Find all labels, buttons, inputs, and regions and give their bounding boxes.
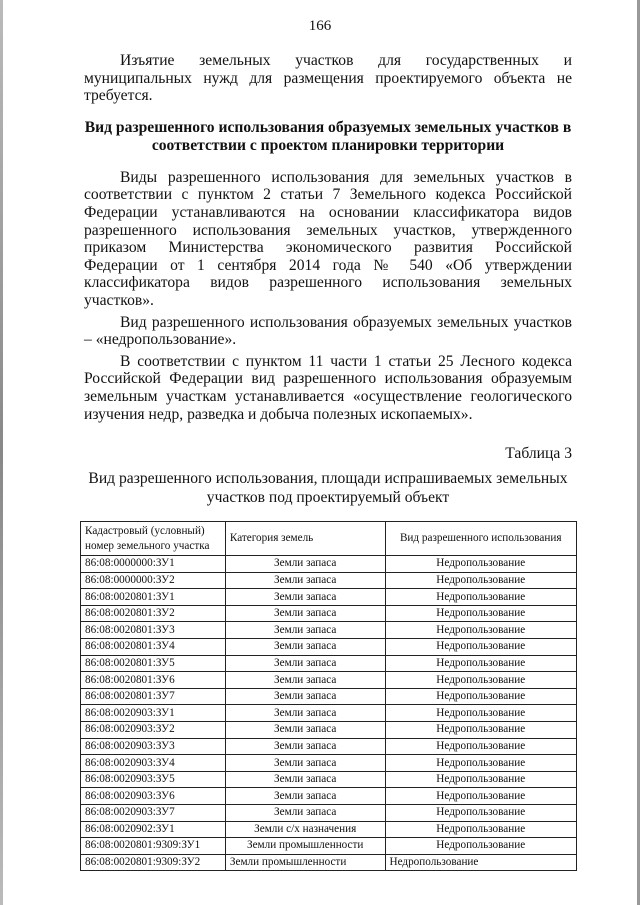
- section-heading: Вид разрешенного использования образуемых земельных участков в соответствии с проектом планировки территории: [84, 118, 572, 154]
- paragraph-withdrawal: Изъятие земельных участков для государственных и муниципальных нужд для размещения проектируемого объекта не требуется.: [84, 52, 572, 105]
- cell-permitted-use: Недропользование: [385, 788, 577, 805]
- cell-cadastral-number: 86:08:0020801:ЗУ2: [81, 605, 226, 622]
- paragraph-permitted-use: Виды разрешенного использования для земельных участков в соответствии с пунктом 2 статьи 7 Земельного кодекса Российской Федерации устанавливаются на основании классификатора видов разрешенного использования земельных участков, утвержденного приказом Министерства экономического развития Российской Федерации от 1 сентября 2014 года № 540 «Об утверждении классификатора видов разрешенного использования земельных участков».: [84, 168, 572, 309]
- paragraph-forest-code: В соответствии с пунктом 11 части 1 статьи 25 Лесного кодекса Российской Федерации вид разрешенного использования образуемым земельным участкам устанавливается «осуществление геологического изучения недр, разведка и добыча полезных ископаемых».: [84, 352, 572, 423]
- cell-cadastral-number: 86:08:0020903:ЗУ4: [81, 755, 226, 772]
- cell-land-category: Земли запаса: [225, 805, 385, 822]
- cell-cadastral-number: 86:08:0020903:ЗУ5: [81, 771, 226, 788]
- table-label: Таблица 3: [505, 445, 572, 463]
- table-row: [81, 556, 577, 573]
- table-row: [81, 755, 577, 772]
- table-row: [81, 722, 577, 739]
- cell-permitted-use: Недропользование: [385, 672, 577, 689]
- cell-permitted-use: Недропользование: [385, 589, 577, 606]
- cell-permitted-use: Недропользование: [385, 854, 577, 871]
- cell-permitted-use: Недропользование: [385, 556, 577, 573]
- table-row: [81, 771, 577, 788]
- cell-land-category: Земли запаса: [225, 688, 385, 705]
- cell-permitted-use: Недропользование: [385, 771, 577, 788]
- cell-permitted-use: Недропользование: [385, 805, 577, 822]
- table-row: [81, 622, 577, 639]
- cell-cadastral-number: 86:08:0020801:ЗУ6: [81, 672, 226, 689]
- land-plots-table: [80, 521, 577, 871]
- cell-land-category: Земли запаса: [225, 622, 385, 639]
- table-row: [81, 738, 577, 755]
- header-permitted-use: Вид разрешенного использования: [385, 522, 577, 556]
- cell-land-category: Земли запаса: [225, 605, 385, 622]
- cell-permitted-use: Недропользование: [385, 755, 577, 772]
- cell-cadastral-number: 86:08:0020801:9309:ЗУ1: [81, 838, 226, 855]
- header-cadastral-number: Кадастровый (условный) номер земельного участка: [81, 522, 226, 556]
- cell-cadastral-number: 86:08:0000000:ЗУ2: [81, 572, 226, 589]
- cell-land-category: Земли с/х назначения: [225, 821, 385, 838]
- cell-land-category: Земли запаса: [225, 589, 385, 606]
- table-header-row: [81, 522, 577, 556]
- table-row: [81, 639, 577, 656]
- cell-cadastral-number: 86:08:0020903:ЗУ7: [81, 805, 226, 822]
- cell-land-category: Земли запаса: [225, 705, 385, 722]
- table-row: [81, 605, 577, 622]
- cell-cadastral-number: 86:08:0020801:ЗУ1: [81, 589, 226, 606]
- cell-cadastral-number: 86:08:0020801:9309:ЗУ2: [81, 854, 226, 871]
- cell-land-category: Земли запаса: [225, 788, 385, 805]
- cell-land-category: Земли запаса: [225, 639, 385, 656]
- table-row: [81, 788, 577, 805]
- cell-land-category: Земли промышленности: [225, 854, 385, 871]
- cell-cadastral-number: 86:08:0020801:ЗУ7: [81, 688, 226, 705]
- cell-land-category: Земли запаса: [225, 572, 385, 589]
- table-row: [81, 688, 577, 705]
- cell-permitted-use: Недропользование: [385, 705, 577, 722]
- cell-cadastral-number: 86:08:0020903:ЗУ2: [81, 722, 226, 739]
- cell-permitted-use: Недропользование: [385, 639, 577, 656]
- cell-permitted-use: Недропользование: [385, 572, 577, 589]
- table-row: [81, 821, 577, 838]
- cell-land-category: Земли запаса: [225, 755, 385, 772]
- table-row: [81, 589, 577, 606]
- cell-permitted-use: Недропользование: [385, 821, 577, 838]
- cell-cadastral-number: 86:08:0000000:ЗУ1: [81, 556, 226, 573]
- cell-land-category: Земли запаса: [225, 556, 385, 573]
- table-row: [81, 805, 577, 822]
- cell-cadastral-number: 86:08:0020903:ЗУ3: [81, 738, 226, 755]
- cell-permitted-use: Недропользование: [385, 605, 577, 622]
- table-row: [81, 655, 577, 672]
- cell-cadastral-number: 86:08:0020903:ЗУ6: [81, 788, 226, 805]
- cell-permitted-use: Недропользование: [385, 655, 577, 672]
- cell-land-category: Земли запаса: [225, 722, 385, 739]
- header-land-category: Категория земель: [225, 522, 385, 556]
- cell-land-category: Земли запаса: [225, 738, 385, 755]
- table-row: [81, 838, 577, 855]
- cell-permitted-use: Недропользование: [385, 838, 577, 855]
- cell-cadastral-number: 86:08:0020801:ЗУ3: [81, 622, 226, 639]
- scan-edge-left: [0, 0, 3, 905]
- table-row: [81, 672, 577, 689]
- table-row: [81, 572, 577, 589]
- cell-land-category: Земли промышленности: [225, 838, 385, 855]
- cell-land-category: Земли запаса: [225, 672, 385, 689]
- paragraph-subsoil-use: Вид разрешенного использования образуемых земельных участков – «недропользование».: [84, 313, 572, 349]
- page-number: 166: [308, 18, 332, 34]
- document-body: [84, 0, 572, 871]
- cell-cadastral-number: 86:08:0020801:ЗУ4: [81, 639, 226, 656]
- table-row: [81, 854, 577, 871]
- cell-permitted-use: Недропользование: [385, 688, 577, 705]
- cell-land-category: Земли запаса: [225, 771, 385, 788]
- cell-permitted-use: Недропользование: [385, 738, 577, 755]
- cell-cadastral-number: 86:08:0020903:ЗУ1: [81, 705, 226, 722]
- table-row: [81, 705, 577, 722]
- cell-cadastral-number: 86:08:0020902:ЗУ1: [81, 821, 226, 838]
- cell-cadastral-number: 86:08:0020801:ЗУ5: [81, 655, 226, 672]
- table-caption: Вид разрешенного использования, площади испрашиваемых земельных участков под проектируемый объект: [88, 470, 568, 507]
- cell-permitted-use: Недропользование: [385, 722, 577, 739]
- cell-permitted-use: Недропользование: [385, 622, 577, 639]
- cell-land-category: Земли запаса: [225, 655, 385, 672]
